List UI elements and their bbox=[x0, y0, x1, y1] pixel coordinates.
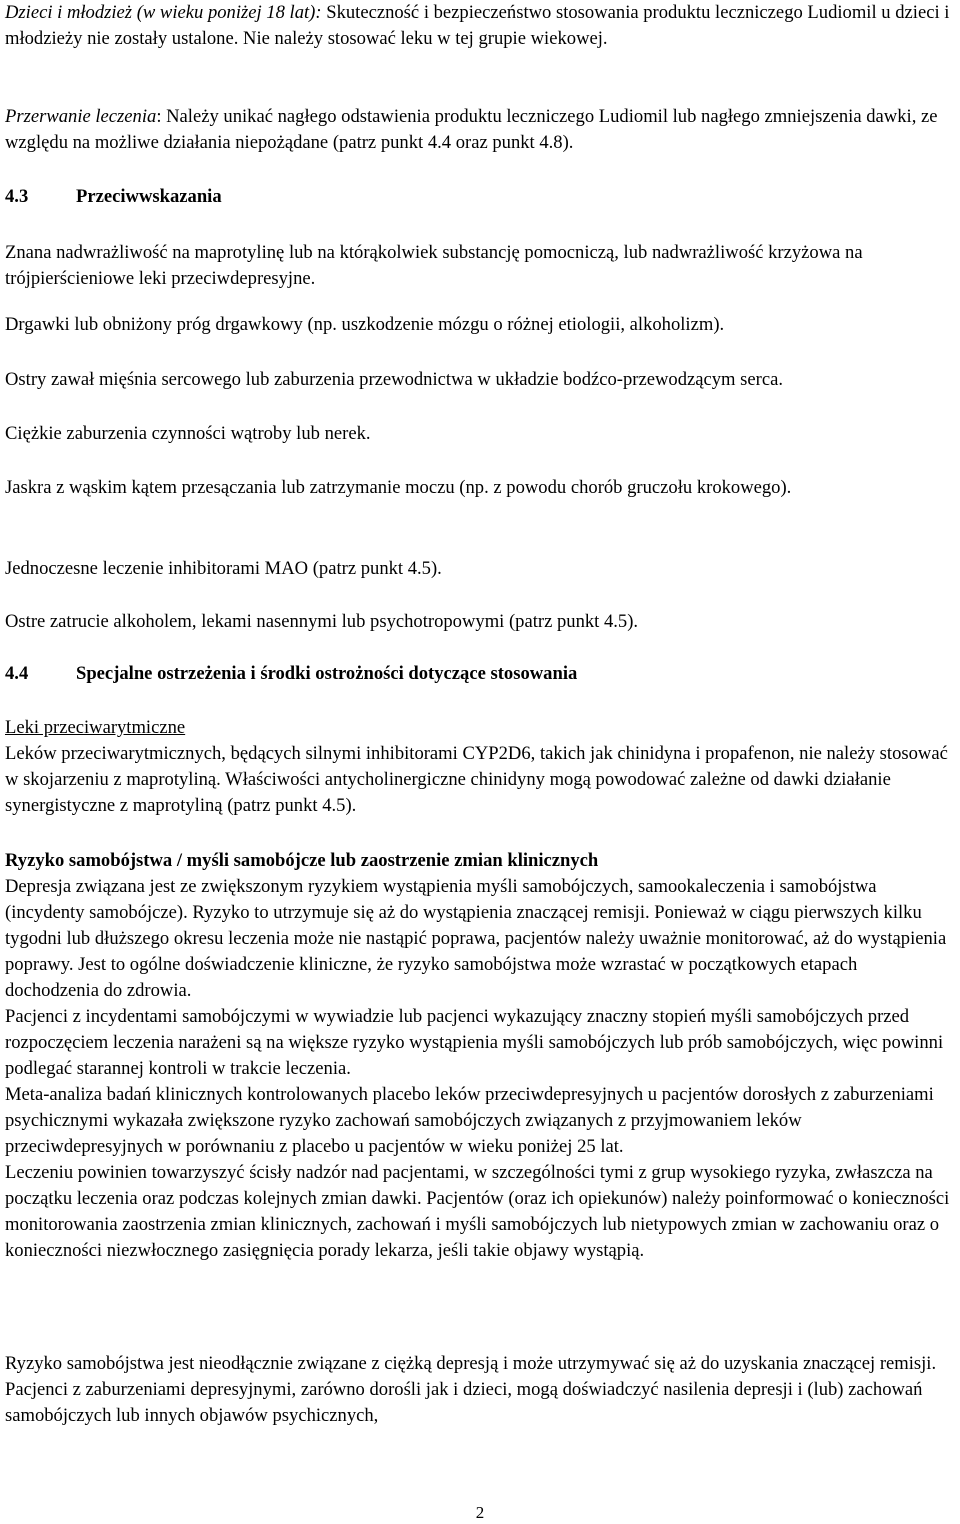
suicide-risk-paragraph: Meta-analiza badań klinicznych kontrolowanych placebo leków przeciwdepresyjnych u pacjentów dorosłych z zaburzeniami psychicznymi wykazała zwiększone ryzyko zachowań samobójczych związanych z przyjmowaniem leków przeciwdepresyjnych w porównaniu z placebo u pacjentów w wieku poniżej 25 lat. bbox=[5, 1084, 934, 1157]
section-4-3-number: 4.3 bbox=[5, 186, 29, 207]
suicide-risk-paragraph: Depresja związana jest ze zwiększonym ryzykiem wystąpienia myśli samobójczych, samookaleczenia i samobójstwa (incydenty samobójcze). Ryzyko to utrzymuje się aż do wystąpienia znaczącej remisji. Ponieważ w ciągu pierwszych kilku tygodni lub dłuższego okresu leczenia może nie nastąpić poprawa, pacjentów należy uważnie monitorować, aż do wystąpienia poprawy. Jest to ogólne doświadczenie kliniczne, że ryzyko samobójstwa może wzrastać w początkowych etapach dochodzenia do zdrowia. bbox=[5, 876, 947, 1001]
contraindication-item: Jednoczesne leczenie inhibitorami MAO (patrz punkt 4.5). bbox=[5, 558, 442, 579]
contraindication-item: Drgawki lub obniżony próg drgawkowy (np. uszkodzenie mózgu o różnej etiologii, alkoholizm). bbox=[5, 314, 725, 335]
contraindication-item: Ciężkie zaburzenia czynności wątroby lub nerek. bbox=[5, 423, 371, 444]
contraindication-item: Ostre zatrucie alkoholem, lekami nasennymi lub psychotropowymi (patrz punkt 4.5). bbox=[5, 611, 639, 632]
antiarrhythmic-text: Leków przeciwarytmicznych, będących silnymi inhibitorami CYP2D6, takich jak chinidyna i propafenon, nie należy stosować w skojarzeniu z maprotyliną. Właściwości antycholinergiczne chinidyny mogą powodować zależne od dawki działanie synergistyczne z maprotyliną (patrz punkt 4.5). bbox=[5, 743, 948, 816]
section-4-4-number: 4.4 bbox=[5, 663, 29, 684]
section-4-3-heading bbox=[5, 184, 955, 210]
contraindication-item: Ostry zawał mięśnia sercowego lub zaburzenia przewodnictwa w układzie bodźco-przewodzącym serca. bbox=[5, 369, 784, 390]
paragraph-children-text: Skuteczność i bezpieczeństwo stosowania produktu leczniczego Ludiomil u dzieci i młodzieży nie zostały ustalone. Nie należy stosować leku w tej grupie wiekowej. bbox=[5, 2, 950, 49]
page-number: 2 bbox=[475, 1503, 485, 1522]
paragraph-children-lead: Dzieci i młodzież (w wieku poniżej 18 lat): bbox=[5, 2, 322, 23]
paragraph-children bbox=[5, 0, 955, 52]
section-4-4-heading bbox=[5, 661, 955, 687]
suicide-risk-subheading: Ryzyko samobójstwa / myśli samobójcze lub zaostrzenie zmian klinicznych bbox=[5, 850, 599, 871]
section-4-3-title: Przeciwwskazania bbox=[76, 186, 222, 207]
suicide-risk-paragraph: Pacjenci z incydentami samobójczymi w wywiadzie lub pacjenci wykazujący znaczny stopień myśli samobójczych przed rozpoczęciem leczenia narażeni są na większe ryzyko wystąpienia myśli samobójczych lub prób samobójczych, więc powinni podlegać starannej kontroli w trakcie leczenia. bbox=[5, 1006, 944, 1079]
paragraph-interruption-text: : Należy unikać nagłego odstawienia produktu leczniczego Ludiomil lub nagłego zmniejszenia dawki, ze względu na możliwe działania niepożądane (patrz punkt 4.4 oraz punkt 4.8). bbox=[5, 106, 938, 153]
section-4-4-title: Specjalne ostrzeżenia i środki ostrożności dotyczące stosowania bbox=[76, 663, 578, 684]
contraindication-item: Znana nadwrażliwość na maprotylinę lub na którąkolwiek substancję pomocniczą, lub nadwrażliwość krzyżowa na trójpierścieniowe leki przeciwdepresyjne. bbox=[5, 242, 863, 289]
paragraph-treatment-interruption bbox=[5, 104, 955, 156]
antiarrhythmic-subheading: Leki przeciwarytmiczne bbox=[5, 717, 186, 738]
contraindication-item: Jaskra z wąskim kątem przesączania lub zatrzymanie moczu (np. z powodu chorób gruczołu krokowego). bbox=[5, 477, 792, 498]
paragraph-interruption-lead: Przerwanie leczenia bbox=[5, 106, 157, 127]
suicide-risk-section bbox=[5, 848, 955, 1264]
suicide-risk-continuation: Ryzyko samobójstwa jest nieodłącznie związane z ciężką depresją i może utrzymywać się aż do uzyskania znaczącej remisji. Pacjenci z zaburzeniami depresyjnymi, zarówno dorośli jak i dzieci, mogą doświadczyć nasilenia depresji i (lub) zachowań samobójczych lub innych objawów psychicznych, bbox=[5, 1353, 937, 1426]
antiarrhythmic-section bbox=[5, 715, 955, 819]
suicide-risk-paragraph: Leczeniu powinien towarzyszyć ścisły nadzór nad pacjentami, w szczególności tymi z grup wysokiego ryzyka, zwłaszcza na początku leczenia oraz podczas kolejnych zmian dawki. Pacjentów (oraz ich opiekunów) należy poinformować o konieczności monitorowania zaostrzenia zmian klinicznych, zachowań i myśli samobójczych lub nietypowych zmian w zachowaniu oraz o konieczności niezwłocznego zasięgnięcia porady lekarza, jeśli takie objawy wystąpią. bbox=[5, 1162, 950, 1261]
